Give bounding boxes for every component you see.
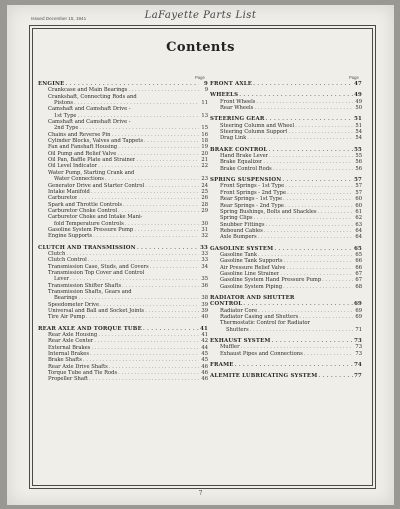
toc-entry-label: BRAKE CONTROL	[210, 146, 268, 153]
dot-leader	[122, 283, 199, 289]
toc-entry-page: 29	[201, 207, 208, 214]
toc-entry-page: 9	[204, 81, 208, 87]
toc-entry	[38, 233, 208, 239]
running-title: LaFayette Parts List	[144, 10, 257, 21]
toc-entry-page: 77	[354, 373, 362, 380]
toc-entry-page: 33	[200, 244, 208, 251]
toc-entry-page: 67	[355, 277, 362, 284]
toc-entry-label: Radiator Casing and Shutters	[220, 314, 299, 320]
toc-entry-label: Gasoline System Piping	[220, 283, 283, 290]
toc-entry-page: 60	[355, 202, 362, 209]
toc-entry-label: ALEMITE LUBRICATING SYSTEM	[210, 373, 318, 380]
toc-entry-page: 16	[201, 131, 208, 138]
page-title: Contents	[166, 40, 235, 55]
toc-entry	[210, 234, 362, 240]
toc-entry-label: 2nd Type	[54, 125, 79, 132]
toc-entry-page: 60	[355, 196, 362, 203]
toc-entry-page: 32	[201, 233, 208, 240]
toc-entry-page: 61	[355, 208, 362, 215]
toc-entry	[210, 166, 362, 172]
toc-entry-label: Camshaft and Camshaft Drive -	[48, 106, 131, 113]
toc-right-column	[210, 81, 362, 380]
toc-entry-label: RADIATOR AND SHUTTER	[210, 294, 295, 301]
toc-entry-label: Gasoline Tank	[220, 251, 258, 258]
toc-entry-page: 66	[355, 264, 362, 271]
toc-entry-label: Carburetor	[48, 195, 78, 202]
toc-entry-label: Water Pump, Starting Crank and	[48, 169, 135, 176]
dot-leader	[318, 373, 353, 379]
toc-entry-page: 57	[355, 183, 362, 190]
toc-entry-page: 57	[354, 177, 362, 184]
left-page-column-label: Page	[195, 75, 205, 80]
toc-entry-label: Fan and Fanshaft Housing	[48, 144, 118, 151]
toc-entry-label: Cylinder Blocks, Valves and Tappets	[48, 138, 144, 145]
toc-entry-label: Rear Axle Drive Shafts	[48, 363, 108, 370]
toc-entry-page: 49	[355, 98, 362, 105]
toc-entry-label: Steering Column and Wheel	[220, 122, 295, 129]
toc-entry-page: 69	[355, 307, 362, 314]
toc-entry-page: 28	[201, 201, 208, 208]
toc-entry-page: 35	[201, 276, 208, 283]
toc-section-heading	[210, 373, 362, 379]
dot-leader	[283, 284, 353, 290]
toc-entry-label: REAR AXLE AND TORQUE TUBE	[38, 325, 142, 332]
toc-entry-label: ENGINE	[38, 81, 65, 87]
document-page	[7, 5, 394, 505]
dot-leader	[128, 87, 199, 93]
toc-entry-page: 33	[201, 257, 208, 264]
toc-entry-page: 73	[355, 344, 362, 351]
toc-entry-label: FRONT AXLE	[210, 81, 253, 87]
toc-entry-label: Carburetor Choke and Intake Mani-	[48, 214, 143, 221]
dot-leader	[89, 376, 199, 382]
toc-entry-label: WHEELS	[210, 92, 239, 99]
toc-entry-label: Radiator Core	[220, 307, 258, 314]
toc-entry-label: FRAME	[210, 362, 234, 369]
toc-entry-label: Crankshaft, Connecting Rods and	[48, 93, 137, 100]
toc-entry-page: 51	[354, 116, 362, 123]
toc-entry-label: Hand Brake Lever	[220, 153, 269, 160]
toc-entry-page: 38	[201, 295, 208, 302]
toc-entry-label: Rear Wheels	[220, 105, 254, 112]
toc-entry-page: 45	[201, 357, 208, 364]
dot-leader	[253, 81, 353, 87]
dot-leader	[247, 135, 353, 141]
toc-entry-label: Clutch	[48, 250, 66, 257]
toc-entry-label: 1st Type	[54, 112, 77, 119]
toc-entry-label: Crankcase and Main Bearings	[48, 87, 128, 94]
toc-entry-label: Gasoline System Hand Pressure Pump	[220, 277, 322, 284]
toc-entry-label: Tire Air Pump	[48, 314, 85, 321]
toc-entry-label: Rear Axle Center	[48, 338, 94, 345]
toc-entry-page: 22	[201, 163, 208, 170]
toc-entry-page: 21	[201, 157, 208, 164]
toc-entry-label: Clutch Control	[48, 257, 87, 264]
toc-entry-label: Universal and Ball and Socket Joints	[48, 308, 145, 315]
dot-leader	[150, 264, 199, 270]
toc-entry-page: 19	[201, 144, 208, 151]
toc-entry-label: Transmission Case, Studs, and Covers	[48, 263, 149, 270]
toc-entry-page: 73	[354, 338, 362, 345]
toc-entry-page: 30	[201, 220, 208, 227]
issued-date: Issued December 15, 1941	[31, 16, 87, 21]
toc-entry-page: 46	[201, 370, 208, 377]
toc-entry	[38, 314, 208, 320]
dot-leader	[235, 362, 353, 368]
toc-entry-page: 26	[201, 195, 208, 202]
toc-entry-label: Spark and Throttle Controls	[48, 201, 123, 208]
toc-entry-label: CONTROL	[210, 301, 243, 308]
toc-entry	[210, 105, 362, 111]
toc-entry-page: 33	[201, 250, 208, 257]
toc-entry-label: Brake Control Rods	[220, 165, 272, 172]
toc-entry-label: Air Pressure Relief Valve	[220, 264, 286, 271]
toc-entry-page: 39	[201, 308, 208, 315]
toc-entry	[210, 351, 362, 357]
toc-entry-page: 41	[200, 325, 208, 332]
toc-entry-page: 65	[354, 245, 362, 252]
toc-entry-label: Pistons	[54, 100, 74, 107]
toc-entry-label: Gasoline Tank Supports	[220, 258, 283, 265]
toc-entry-page: 20	[201, 150, 208, 157]
dot-leader	[250, 327, 353, 333]
toc-entry-page: 62	[355, 215, 362, 222]
toc-entry-page: 74	[354, 362, 362, 369]
page-number: 7	[198, 490, 203, 497]
toc-entry-label: Oil Pan, Baffle Plate and Strainer	[48, 157, 136, 164]
dot-leader	[258, 234, 353, 240]
toc-entry-label: Generator Drive and Starter Control	[48, 182, 145, 189]
toc-entry-label: Shutters	[226, 326, 249, 333]
toc-entry-label: Oil Level Indicator	[48, 163, 98, 170]
toc-entry-label: Rear Springs - 2nd Type	[220, 202, 284, 209]
toc-entry-label: fold Temperature Controls	[54, 220, 124, 227]
toc-entry	[210, 135, 362, 141]
toc-entry-label: Front Wheels	[220, 98, 256, 105]
toc-entry-label: Transmission Shifter Shafts	[48, 282, 122, 289]
toc-entry-label: Axle Bumpers	[220, 234, 257, 241]
toc-entry-label: Gasoline Line Strainer	[220, 270, 280, 277]
dot-leader	[93, 233, 199, 239]
toc-entry-label: Transmission Shafts, Gears and	[48, 289, 132, 295]
toc-entry-label: Engine Supports	[48, 233, 93, 240]
toc-entry-label: CLUTCH AND TRANSMISSION	[38, 244, 136, 251]
toc-entry-label: Internal Brakes	[48, 351, 90, 358]
toc-entry-page: 42	[201, 338, 208, 345]
toc-entry-page: 31	[201, 226, 208, 233]
toc-entry	[38, 376, 208, 382]
toc-entry-label: Chains and Reverse Pin	[48, 131, 111, 138]
toc-entry-label: SPRING SUSPENSION	[210, 177, 282, 184]
dot-leader	[304, 351, 353, 357]
toc-entry-page: 23	[201, 176, 208, 183]
toc-entry-label: Carburetor Choke Control	[48, 207, 118, 214]
toc-entry-page: 46	[201, 363, 208, 370]
toc-entry-page: 65	[355, 251, 362, 258]
toc-entry-label: Spring Bushings, Bolts and Shackles	[220, 208, 317, 215]
toc-entry-label: Thermostatic Control for Radiator	[220, 320, 311, 327]
toc-entry-page: 55	[355, 153, 362, 160]
toc-entry-page: 54	[355, 135, 362, 142]
toc-entry-page: 64	[355, 234, 362, 241]
toc-entry-page: 64	[355, 227, 362, 234]
toc-entry-label: Speedometer Drive	[48, 301, 100, 308]
toc-entry-label: Rear Springs - 1st Type	[220, 196, 283, 203]
toc-entry-label: Drag Link	[220, 135, 247, 142]
toc-entry-page: 25	[201, 188, 208, 195]
toc-entry-page: 41	[201, 332, 208, 339]
toc-entry-page: 68	[355, 283, 362, 290]
toc-entry-page: 24	[201, 182, 208, 189]
toc-entry-label: Intake Manifold	[48, 188, 90, 195]
toc-entry-page: 11	[201, 100, 208, 107]
toc-entry-page: 18	[201, 138, 208, 145]
toc-entry-label: Brake Shafts	[48, 357, 82, 364]
toc-entry-label: Snubber Fittings	[220, 221, 265, 228]
toc-entry-label: GASOLINE SYSTEM	[210, 245, 274, 252]
toc-entry-page: 15	[201, 125, 208, 132]
toc-entry-page: 40	[201, 314, 208, 321]
toc-entry-page: 67	[355, 270, 362, 277]
toc-entry-label: Gasoline System Pressure Pump	[48, 226, 134, 233]
toc-entry-label: Spring Clips	[220, 215, 253, 222]
toc-entry-label: Lever	[54, 276, 69, 283]
toc-entry-page: 55	[354, 146, 362, 153]
toc-entry-page: 34	[201, 263, 208, 270]
toc-entry-label: Rear Axle Housing	[48, 332, 98, 339]
toc-entry-label: Front Springs - 1st Type	[220, 183, 285, 190]
toc-entry-page: 66	[355, 258, 362, 265]
toc-entry-label: Steering Column Support	[220, 129, 288, 136]
toc-entry-label: Muffler	[220, 344, 240, 351]
toc-entry-page: 47	[354, 81, 362, 87]
toc-entry-page: 56	[355, 165, 362, 172]
toc-entry-page: 50	[355, 105, 362, 112]
toc-left-column	[38, 81, 208, 383]
toc-entry-page: 71	[355, 326, 362, 333]
toc-entry-label: Exhaust Pipes and Connections	[220, 350, 303, 357]
toc-entry-page: 69	[355, 314, 362, 320]
toc-entry-label: Camshaft and Camshaft Drive -	[48, 119, 131, 126]
toc-entry-page: 54	[355, 129, 362, 136]
toc-entry-label: Transmission Top Cover and Control	[48, 269, 145, 276]
toc-section-heading	[210, 362, 362, 368]
toc-entry-label: STEERING GEAR	[210, 116, 265, 123]
toc-entry-page: 46	[201, 376, 208, 383]
toc-entry-page: 44	[201, 344, 208, 351]
toc-entry-label: Torque Tube and Tie Rods	[48, 370, 118, 377]
toc-entry-label: Water Connections	[54, 176, 104, 183]
toc-entry-page: 63	[355, 221, 362, 228]
toc-entry-page: 45	[201, 351, 208, 358]
toc-entry-page: 69	[354, 301, 362, 308]
toc-entry-page: 51	[355, 122, 362, 129]
toc-entry-label: Brake Equalizer	[220, 159, 263, 166]
toc-entry-label: Front Springs - 2nd Type	[220, 189, 287, 196]
toc-entry-page: 39	[201, 301, 208, 308]
dot-leader	[86, 314, 199, 320]
right-page-column-label: Page	[349, 75, 359, 80]
toc-entry-page: 13	[201, 112, 208, 119]
toc-entry-label: Oil Pump and Relief Valve	[48, 150, 117, 157]
toc-entry-page: 57	[355, 189, 362, 196]
toc-entry	[210, 327, 362, 333]
toc-entry-page: 49	[354, 92, 362, 99]
toc-entry-page: 9	[204, 87, 208, 94]
toc-entry-label: EXHAUST SYSTEM	[210, 338, 271, 345]
toc-section-heading	[210, 81, 362, 87]
toc-entry-label: External Brakes	[48, 344, 91, 351]
dot-leader	[273, 166, 353, 172]
toc-entry-page: 36	[201, 282, 208, 289]
dot-leader	[254, 105, 353, 111]
toc-entry-page: 73	[355, 350, 362, 357]
toc-entry-page: 56	[355, 159, 362, 166]
toc-entry	[210, 284, 362, 290]
toc-entry-label: Bearings	[54, 295, 78, 302]
toc-entry-label: Propeller Shaft	[48, 376, 88, 383]
toc-entry-label: Rebound Cables	[220, 227, 263, 234]
